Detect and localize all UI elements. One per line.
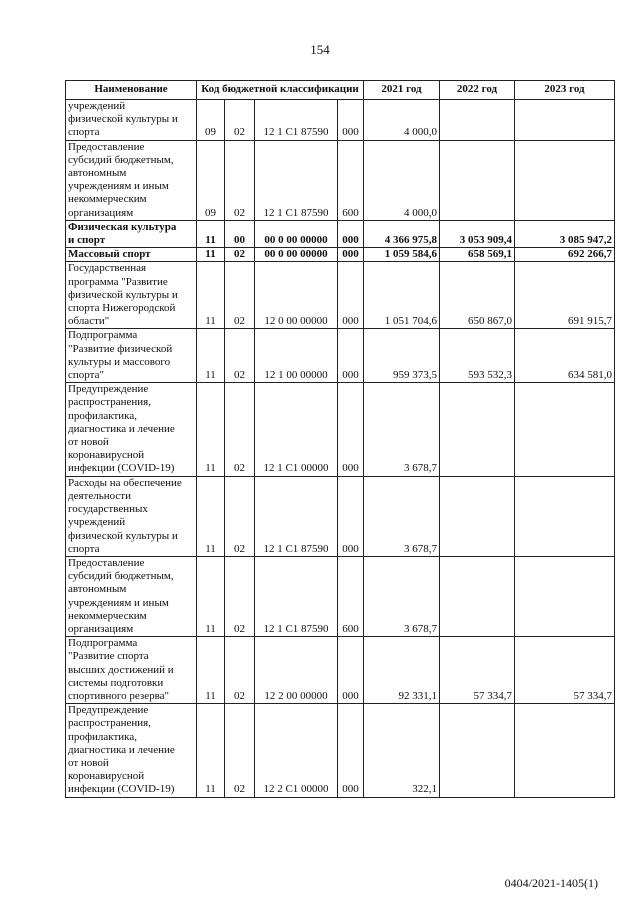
cell-subsection-code: 02 [225,383,255,476]
table-row [66,220,615,247]
cell-value-2023: 57 334,7 [515,637,615,704]
cell-name: Расходы на обеспечение деятельности государственных учреждений физической культуры и спорта [66,476,197,556]
cell-subsection-code: 02 [225,704,255,797]
cell-subsection-code: 02 [225,262,255,329]
cell-expense-type: 000 [338,383,364,476]
cell-section-code: 09 [197,140,225,220]
cell-section-code: 11 [197,383,225,476]
cell-expense-type: 000 [338,637,364,704]
cell-target-article: 12 1 C1 87590 [255,556,338,636]
cell-name: Предоставление субсидий бюджетным, автономным учреждениям и иным некоммерческим организациям [66,556,197,636]
table-row [66,556,615,636]
cell-value-2021: 4 366 975,8 [364,220,440,247]
cell-target-article: 12 2 00 00000 [255,637,338,704]
cell-section-code: 11 [197,248,225,262]
cell-expense-type: 000 [338,476,364,556]
cell-target-article: 12 0 00 00000 [255,262,338,329]
table-row [66,100,615,141]
cell-section-code: 11 [197,220,225,247]
cell-name: Государственная программа "Развитие физической культуры и спорта Нижегородской области" [66,262,197,329]
cell-value-2023: 3 085 947,2 [515,220,615,247]
header-2022: 2022 год [440,81,515,100]
cell-expense-type: 000 [338,248,364,262]
cell-expense-type: 000 [338,262,364,329]
header-2023: 2023 год [515,81,615,100]
cell-subsection-code: 02 [225,140,255,220]
cell-value-2023: 692 266,7 [515,248,615,262]
table-row [66,704,615,797]
cell-value-2022 [440,383,515,476]
cell-value-2021: 1 051 704,6 [364,262,440,329]
cell-target-article: 00 0 00 00000 [255,248,338,262]
cell-name: Массовый спорт [66,248,197,262]
table-row [66,476,615,556]
cell-value-2023 [515,140,615,220]
cell-value-2023 [515,556,615,636]
cell-section-code: 11 [197,329,225,383]
page-number: 154 [310,42,330,57]
cell-subsection-code: 02 [225,248,255,262]
cell-expense-type: 600 [338,556,364,636]
cell-value-2022: 593 532,3 [440,329,515,383]
cell-name: Физическая культура и спорт [66,220,197,247]
cell-value-2022 [440,140,515,220]
footer-document-code: 0404/2021-1405(1) [504,876,598,890]
cell-name: Подпрограмма "Развитие спорта высших достижений и системы подготовки спортивного резерва" [66,637,197,704]
cell-value-2023 [515,704,615,797]
cell-target-article: 12 1 C1 87590 [255,476,338,556]
cell-section-code: 11 [197,637,225,704]
cell-section-code: 11 [197,704,225,797]
table-row [66,383,615,476]
cell-section-code: 11 [197,556,225,636]
table-row [66,329,615,383]
cell-value-2022 [440,476,515,556]
cell-section-code: 11 [197,262,225,329]
cell-value-2021: 3 678,7 [364,383,440,476]
header-2021: 2021 год [364,81,440,100]
cell-name: Предупреждение распространения, профилактика, диагностика и лечение от новой коронавирусной инфекции (COVID-19) [66,704,197,797]
cell-value-2022 [440,704,515,797]
cell-subsection-code: 02 [225,100,255,141]
cell-value-2023 [515,476,615,556]
cell-name: учреждений физической культуры и спорта [66,100,197,141]
cell-subsection-code: 02 [225,637,255,704]
cell-value-2023 [515,383,615,476]
table-header-row [66,81,615,100]
cell-value-2021: 92 331,1 [364,637,440,704]
cell-value-2022: 57 334,7 [440,637,515,704]
cell-value-2021: 4 000,0 [364,140,440,220]
cell-value-2022 [440,556,515,636]
cell-name: Подпрограмма "Развитие физической культуры и массового спорта" [66,329,197,383]
cell-value-2021: 3 678,7 [364,556,440,636]
cell-expense-type: 000 [338,704,364,797]
cell-target-article: 00 0 00 00000 [255,220,338,247]
cell-target-article: 12 1 C1 00000 [255,383,338,476]
cell-expense-type: 000 [338,220,364,247]
cell-value-2023: 634 581,0 [515,329,615,383]
cell-subsection-code: 00 [225,220,255,247]
cell-expense-type: 000 [338,329,364,383]
cell-value-2021: 4 000,0 [364,100,440,141]
cell-name: Предупреждение распространения, профилактика, диагностика и лечение от новой коронавирусной инфекции (COVID-19) [66,383,197,476]
cell-target-article: 12 1 C1 87590 [255,140,338,220]
cell-value-2022 [440,100,515,141]
table-row [66,262,615,329]
cell-target-article: 12 1 00 00000 [255,329,338,383]
table-body [66,100,615,798]
budget-table [65,80,615,798]
cell-section-code: 11 [197,476,225,556]
cell-target-article: 12 2 C1 00000 [255,704,338,797]
cell-value-2023: 691 915,7 [515,262,615,329]
cell-value-2022: 650 867,0 [440,262,515,329]
table-row [66,637,615,704]
cell-target-article: 12 1 C1 87590 [255,100,338,141]
cell-value-2022: 3 053 909,4 [440,220,515,247]
cell-expense-type: 600 [338,140,364,220]
cell-subsection-code: 02 [225,556,255,636]
table-row [66,140,615,220]
cell-section-code: 09 [197,100,225,141]
table-row [66,248,615,262]
cell-subsection-code: 02 [225,476,255,556]
header-name: Наименование [66,81,197,100]
cell-value-2023 [515,100,615,141]
cell-value-2021: 959 373,5 [364,329,440,383]
cell-subsection-code: 02 [225,329,255,383]
cell-value-2021: 3 678,7 [364,476,440,556]
header-budget-code: Код бюджетной классификации [197,81,364,100]
cell-value-2021: 322,1 [364,704,440,797]
cell-expense-type: 000 [338,100,364,141]
cell-value-2021: 1 059 584,6 [364,248,440,262]
cell-name: Предоставление субсидий бюджетным, автономным учреждениям и иным некоммерческим организациям [66,140,197,220]
cell-value-2022: 658 569,1 [440,248,515,262]
